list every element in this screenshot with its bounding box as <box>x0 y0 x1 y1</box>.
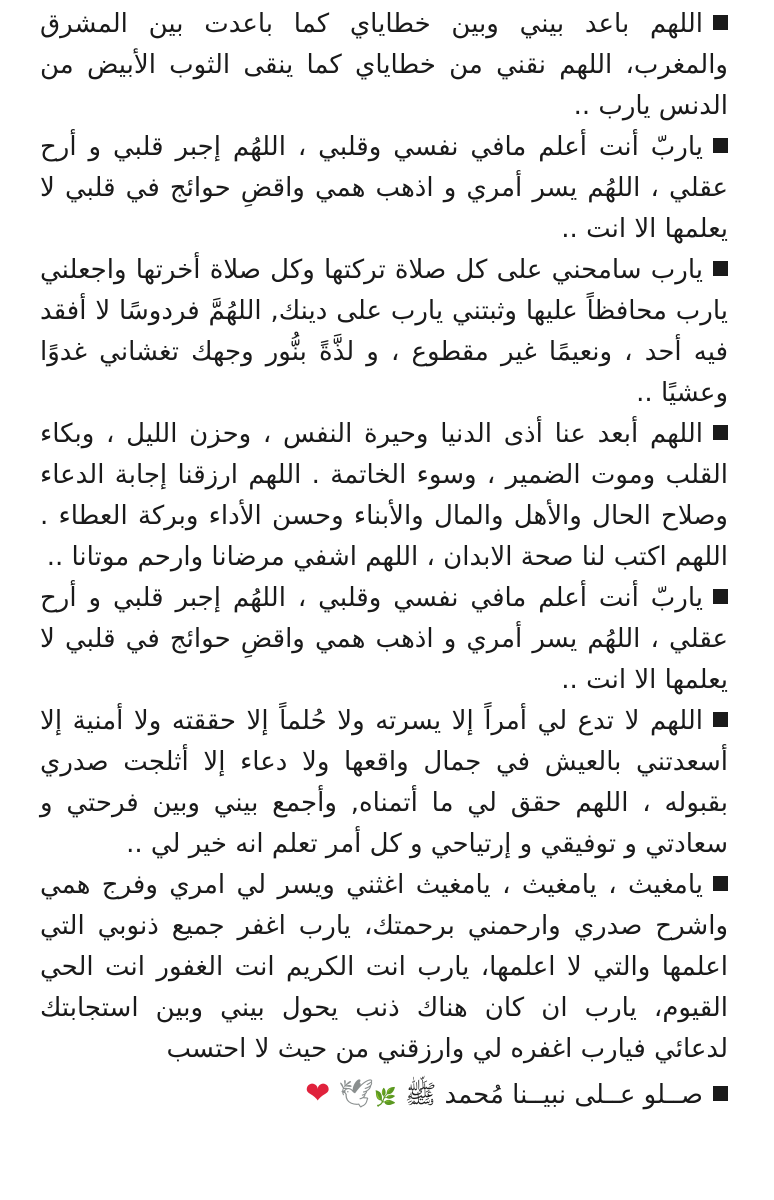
black-square-icon <box>713 589 728 604</box>
heart-icon: ❤ <box>305 1076 331 1111</box>
paragraph-text: يارب سامحني على كل صلاة تركتها وكل صلاة أخرتها واجعلني يارب محافظاً عليها وثبتني يارب على دينك, اللهُمَّ فردوسًا لا أفقد فيه أحد ، ونعيمًا غير مقطوع ، و لذَّةً بنُّور وجهك تغشاني غدوًا وعشيًا .. <box>40 255 728 408</box>
prayer-paragraph-2 <box>40 127 728 250</box>
black-square-icon <box>713 712 728 727</box>
paragraph-text: اللهم لا تدع لي أمراً إلا يسرته ولا حُلماً إلا حققته ولا أمنية إلا أسعدتني بالعيش في جمال واقعها ولا دعاء إلا أثلجت صدري بقبوله ، اللهم حقق لي ما أتمناه, وأجمع بيني وبين فرحتي و سعادتي و توفيقي و إرتياحي و كل أمر تعلم انه خير لي .. <box>40 706 728 859</box>
paragraph-text: يامغيث ، يامغيث ، يامغيث اغثني ويسر لي امري وفرج همي واشرح صدري وارحمني برحمتك، يارب اغفر جميع ذنوبي التي اعلمها والتي لا اعلمها، يارب انت الكريم انت الغفور انت الحي القيوم، يارب ان كان هناك ذنب يحول بيني وبين استجابتك لدعائي فيارب اغفره لي وارزقني من حيث لا احتسب <box>40 870 728 1064</box>
black-square-icon <box>713 425 728 440</box>
paragraph-text: اللهم باعد بيني وبين خطاياي كما باعدت بين المشرق والمغرب، اللهم نقني من خطاياي كما ينقى الثوب الأبيض من الدنس يارب .. <box>40 9 728 121</box>
prayer-paragraph-4 <box>40 414 728 578</box>
black-square-icon <box>713 138 728 153</box>
black-square-icon <box>713 1086 728 1101</box>
paragraph-text: ياربّ أنت أعلم مافي نفسي وقلبي ، اللهُم إجبر قلبي و أرح عقلي ، اللهُم يسر أمري و اذهب همي واقضِ حوائج في قلبي لا يعلمها الا انت .. <box>40 132 728 244</box>
paragraph-text: اللهم أبعد عنا أذى الدنيا وحيرة النفس ، وحزن الليل ، وبكاء القلب وموت الضمير ، وسوء الخاتمة . اللهم ارزقنا إجابة الدعاء وصلاح الحال والأهل والمال والأبناء وحسن الأداء وبركة العطاء . اللهم اكتب لنا صحة الابدان ، اللهم اشفي مرضانا وارحم موتانا .. <box>40 419 728 572</box>
black-square-icon <box>713 261 728 276</box>
dove-icon: 🕊 <box>338 1077 375 1110</box>
prayer-paragraph-3 <box>40 250 728 414</box>
prayer-paragraph-1 <box>40 4 728 127</box>
honorific-glyph: ﷺ <box>404 1080 437 1110</box>
black-square-icon <box>713 15 728 30</box>
leaf-icon: 🌿 <box>374 1087 397 1108</box>
paragraph-text: ياربّ أنت أعلم مافي نفسي وقلبي ، اللهُم إجبر قلبي و أرح عقلي ، اللهُم يسر أمري و اذهب همي واقضِ حوائج في قلبي لا يعلمها الا انت .. <box>40 583 728 695</box>
prayer-paragraph-6 <box>40 701 728 865</box>
black-square-icon <box>713 876 728 891</box>
closing-line <box>40 1072 728 1120</box>
prayer-paragraph-5 <box>40 578 728 701</box>
closing-text: صــلو عــلى نبيــنا مُحمد <box>444 1080 703 1110</box>
prayer-paragraph-7 <box>40 865 728 1070</box>
